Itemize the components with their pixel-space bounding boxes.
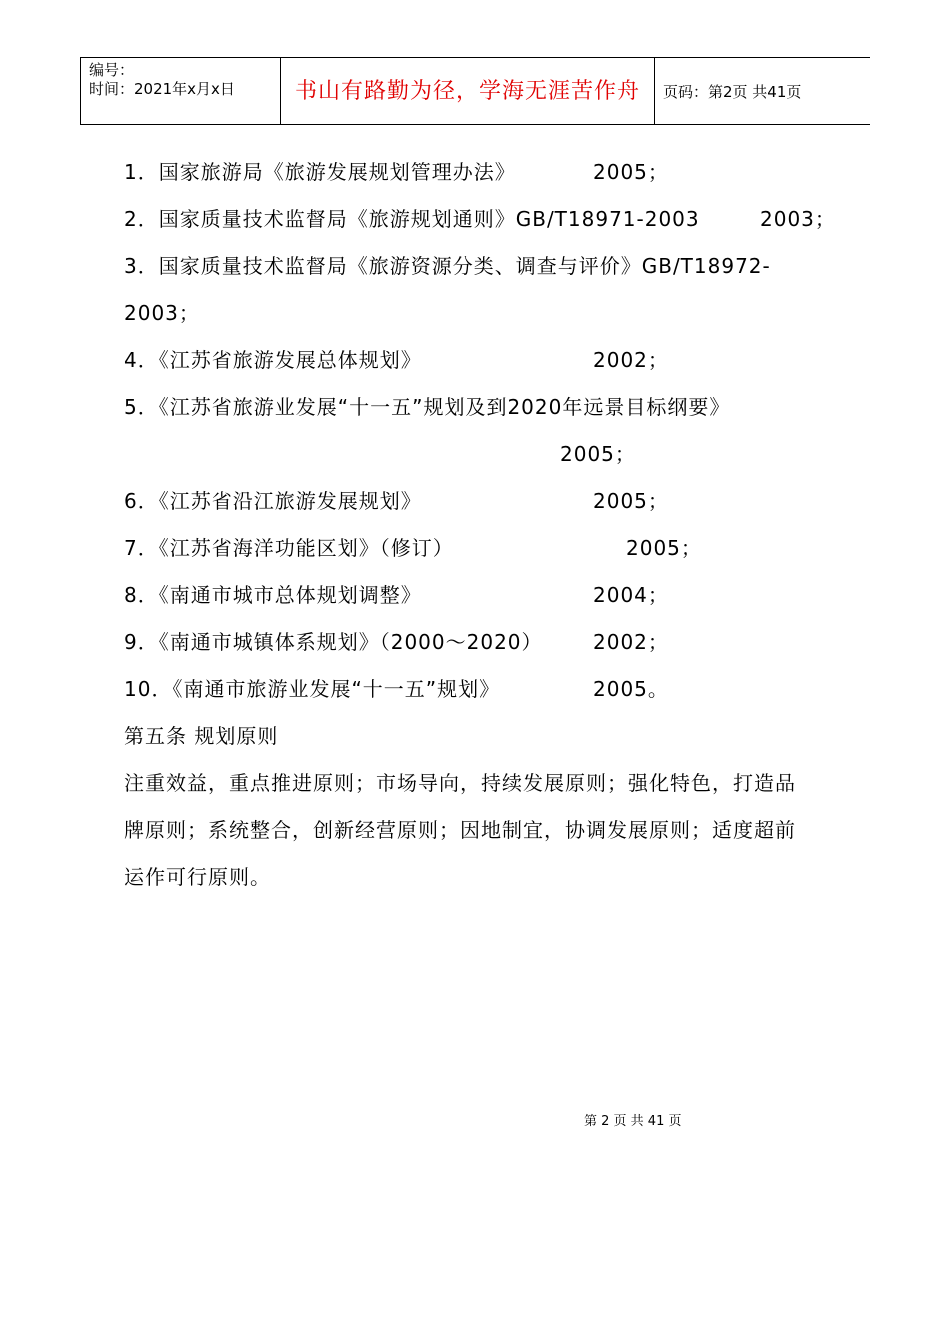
reference-year: 2005； <box>593 489 669 513</box>
reference-year: 2003； <box>760 207 836 231</box>
document-header <box>80 57 870 125</box>
reference-year: 2004； <box>593 583 669 607</box>
reference-item: 1．国家旅游局《旅游发展规划管理办法》 <box>124 160 516 184</box>
document-time-label: 时间：2021年x月x日 <box>89 80 235 98</box>
section-title: 第五条 规划原则 <box>124 724 279 748</box>
reference-item-continued: 2003； <box>124 301 200 325</box>
header-motto-cell <box>281 58 655 124</box>
principles-line: 牌原则；系统整合，创新经营原则；因地制宜，协调发展原则；适度超前 <box>124 818 796 842</box>
principles-line: 运作可行原则。 <box>124 865 271 889</box>
reference-item: 2．国家质量技术监督局《旅游规划通则》GB/T18971-2003 <box>124 207 700 231</box>
header-motto: 书山有路勤为径，学海无涯苦作舟 <box>294 79 640 104</box>
reference-year: 2002； <box>593 348 669 372</box>
page-footer: 第 2 页 共 41 页 <box>584 1114 682 1129</box>
reference-item: 9．《南通市城镇体系规划》（2000～2020） <box>124 630 543 654</box>
principles-line: 注重效益，重点推进原则；市场导向，持续发展原则；强化特色，打造品 <box>124 771 796 795</box>
reference-item: 7．《江苏省海洋功能区划》（修订） <box>124 536 454 560</box>
header-info-cell <box>81 58 281 124</box>
reference-item: 5．《江苏省旅游业发展“十一五”规划及到2020年远景目标纲要》 <box>124 395 731 419</box>
reference-item: 3．国家质量技术监督局《旅游资源分类、调查与评价》GB/T18972- <box>124 254 771 278</box>
reference-year: 2005。 <box>593 677 669 701</box>
reference-year: 2005； <box>626 536 702 560</box>
header-page-cell <box>655 58 871 124</box>
reference-year: 2002； <box>593 630 669 654</box>
reference-item: 10．《南通市旅游业发展“十一五”规划》 <box>124 677 501 701</box>
document-number-label: 编号： <box>89 61 135 79</box>
reference-item: 4．《江苏省旅游发展总体规划》 <box>124 348 422 372</box>
header-page-code: 页码：第2页 共41页 <box>663 83 802 101</box>
reference-year: 2005； <box>593 160 669 184</box>
reference-item: 8．《南通市城市总体规划调整》 <box>124 583 422 607</box>
reference-year: 2005； <box>560 442 636 466</box>
reference-item: 6．《江苏省沿江旅游发展规划》 <box>124 489 422 513</box>
